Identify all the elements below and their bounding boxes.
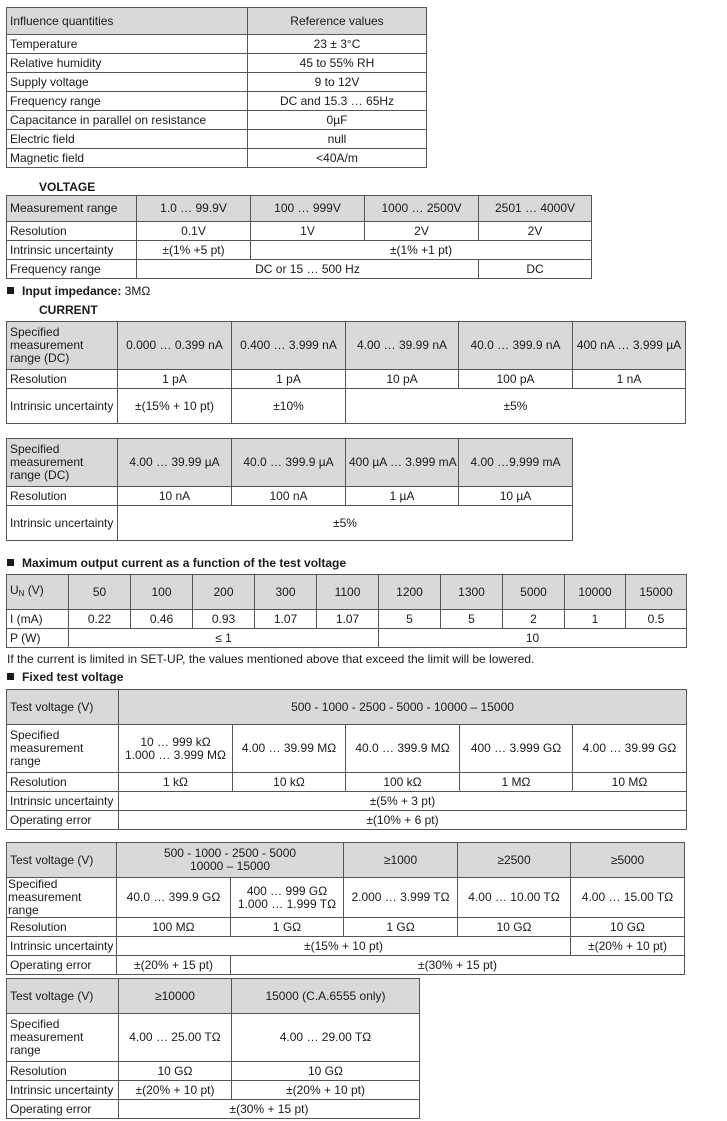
voltage-heading: VOLTAGE: [39, 180, 96, 194]
ref-quantity: Supply voltage: [7, 73, 248, 92]
test-voltage-values: ≥1000: [344, 843, 458, 878]
current-resolution: 10 µA: [459, 487, 573, 506]
current-resolution: 100 pA: [459, 370, 573, 389]
test-voltage-values: 500 - 1000 - 2500 - 5000 10000 – 15000: [117, 843, 344, 878]
resolution: 100 MΩ: [117, 918, 231, 937]
test-voltage: 1200: [379, 575, 441, 610]
intrinsic-uncertainty: ±(20% + 10 pt): [571, 937, 685, 956]
test-voltage-values: 500 - 1000 - 2500 - 5000 - 10000 – 15000: [119, 690, 687, 725]
current-uncertainty: ±(15% + 10 pt): [118, 389, 232, 424]
current-range: 0.000 … 0.399 nA: [118, 322, 232, 370]
resolution: 10 kΩ: [233, 773, 346, 792]
intrinsic-uncertainty: ±(5% + 3 pt): [119, 792, 687, 811]
measurement-range: 4.00 … 39.99 GΩ: [573, 725, 687, 773]
current-range: 40.0 … 399.9 nA: [459, 322, 573, 370]
ref-quantity: Electric field: [7, 130, 248, 149]
current-range-label: Specified measurement range (DC): [7, 322, 118, 370]
operating-error-label: Operating error: [7, 956, 117, 975]
output-current: 0.5: [626, 610, 687, 629]
test-voltage: 50: [69, 575, 131, 610]
output-power: ≤ 1: [69, 629, 379, 648]
measurement-range: 4.00 … 29.00 TΩ: [232, 1014, 420, 1062]
resolution: 10 MΩ: [573, 773, 687, 792]
test-voltage: 200: [193, 575, 255, 610]
ref-quantity: Capacitance in parallel on resistance: [7, 111, 248, 130]
output-current: 1.07: [255, 610, 317, 629]
bullet-square-icon: [7, 287, 14, 294]
test-voltage-label: Test voltage (V): [7, 979, 119, 1014]
test-voltage-label: Test voltage (V): [7, 843, 117, 878]
ref-value: 0µF: [248, 111, 427, 130]
ref-value: DC and 15.3 … 65Hz: [248, 92, 427, 111]
current-limit-note: If the current is limited in SET-UP, the values mentioned above that exceed the limit will be lowered.: [7, 652, 535, 666]
current-resolution: 100 nA: [232, 487, 346, 506]
resolution: 10 GΩ: [232, 1062, 420, 1081]
current-resolution-label: Resolution: [7, 370, 118, 389]
output-current: 1.07: [317, 610, 379, 629]
resolution: 1 MΩ: [460, 773, 573, 792]
current-resolution: 10 pA: [346, 370, 459, 389]
intrinsic-uncertainty: ±(20% + 10 pt): [119, 1081, 232, 1100]
measurement-range: 40.0 … 399.9 MΩ: [346, 725, 460, 773]
current-uncertainty: ±10%: [232, 389, 346, 424]
voltage-resolution: 0.1V: [137, 222, 251, 241]
ref-quantity: Magnetic field: [7, 149, 248, 168]
current-resolution: 1 µA: [346, 487, 459, 506]
max-output-table: [6, 574, 687, 648]
resolution: 1 GΩ: [344, 918, 458, 937]
output-current: 1: [565, 610, 626, 629]
voltage-resolution: 2V: [479, 222, 592, 241]
measurement-range: 10 … 999 kΩ 1.000 … 3.999 MΩ: [119, 725, 233, 773]
header-reference-values: Reference values: [248, 8, 427, 35]
current-resolution-label: Resolution: [7, 487, 118, 506]
current-resolution: 1 pA: [118, 370, 232, 389]
current-uncertainty: ±5%: [346, 389, 686, 424]
voltage-uncertainty: ±(1% +5 pt): [137, 241, 251, 260]
output-power: 10: [379, 629, 687, 648]
ref-quantity: Temperature: [7, 35, 248, 54]
resolution-label: Resolution: [7, 1062, 119, 1081]
output-current: 0.93: [193, 610, 255, 629]
current-uncertainty: ±5%: [118, 506, 573, 541]
current-uncertainty-label: Intrinsic uncertainty: [7, 389, 118, 424]
operating-error: ±(30% + 15 pt): [119, 1100, 420, 1119]
voltage-uncertainty-label: Intrinsic uncertainty: [7, 241, 137, 260]
current-range: 4.00 … 39.99 µA: [118, 439, 232, 487]
current-range: 400 nA … 3.999 µA: [573, 322, 686, 370]
resolution: 1 GΩ: [231, 918, 344, 937]
test-voltage: 300: [255, 575, 317, 610]
fixed-voltage-table-2: [6, 842, 685, 975]
current-table-2: [6, 438, 573, 541]
current-range: 4.00 … 39.99 nA: [346, 322, 459, 370]
measurement-range: 4.00 … 10.00 TΩ: [458, 878, 571, 918]
input-impedance: Input impedance: 3MΩ: [7, 284, 150, 298]
voltage-table: [6, 195, 592, 279]
current-table-1: [6, 321, 686, 424]
voltage-uncertainty: ±(1% +1 pt): [251, 241, 592, 260]
ref-value: null: [248, 130, 427, 149]
current-range: 4.00 …9.999 mA: [459, 439, 573, 487]
bullet-square-icon: [7, 559, 14, 566]
voltage-range: 1.0 … 99.9V: [137, 196, 251, 222]
voltage-frequency: DC: [479, 260, 592, 279]
ref-value: <40A/m: [248, 149, 427, 168]
current-range: 0.400 … 3.999 nA: [232, 322, 346, 370]
test-voltage-values: 15000 (C.A.6555 only): [232, 979, 420, 1014]
operating-error-label: Operating error: [7, 1100, 119, 1119]
resolution-label: Resolution: [7, 918, 117, 937]
uncertainty-label: Intrinsic uncertainty: [7, 792, 119, 811]
output-current: 0.46: [131, 610, 193, 629]
bullet-square-icon: [7, 673, 14, 680]
voltage-resolution: 2V: [365, 222, 479, 241]
max-output-heading: Maximum output current as a function of the test voltage: [7, 556, 346, 570]
resolution: 10 GΩ: [458, 918, 571, 937]
measurement-range: 4.00 … 39.99 MΩ: [233, 725, 346, 773]
ref-value: 9 to 12V: [248, 73, 427, 92]
fixed-voltage-table-1: [6, 689, 687, 830]
current-range: 400 µA … 3.999 mA: [346, 439, 459, 487]
resolution: 100 kΩ: [346, 773, 460, 792]
measurement-range: 40.0 … 399.9 GΩ: [117, 878, 231, 918]
test-voltage: 1300: [441, 575, 503, 610]
p-label: P (W): [7, 629, 69, 648]
current-uncertainty-label: Intrinsic uncertainty: [7, 506, 118, 541]
range-label: Specified measurement range: [7, 1014, 119, 1062]
measurement-range: 4.00 … 25.00 TΩ: [119, 1014, 232, 1062]
output-current: 5: [441, 610, 503, 629]
uncertainty-label: Intrinsic uncertainty: [7, 937, 117, 956]
output-current: 2: [503, 610, 565, 629]
header-influence-quantities: Influence quantities: [7, 8, 248, 35]
voltage-resolution-label: Resolution: [7, 222, 137, 241]
test-voltage-values: ≥5000: [571, 843, 685, 878]
measurement-range: 400 … 3.999 GΩ: [460, 725, 573, 773]
intrinsic-uncertainty: ±(15% + 10 pt): [117, 937, 571, 956]
reference-conditions-table: [6, 7, 427, 168]
ref-quantity: Relative humidity: [7, 54, 248, 73]
test-voltage: 1100: [317, 575, 379, 610]
test-voltage-values: ≥10000: [119, 979, 232, 1014]
current-resolution: 10 nA: [118, 487, 232, 506]
operating-error: ±(20% + 15 pt): [117, 956, 231, 975]
measurement-range: 400 … 999 GΩ 1.000 … 1.999 TΩ: [231, 878, 344, 918]
fixed-test-voltage-heading: Fixed test voltage: [7, 670, 123, 684]
operating-error: ±(10% + 6 pt): [119, 811, 687, 830]
resolution: 10 GΩ: [119, 1062, 232, 1081]
resolution: 10 GΩ: [571, 918, 685, 937]
operating-error-label: Operating error: [7, 811, 119, 830]
current-range-label: Specified measurement range (DC): [7, 439, 118, 487]
measurement-range: 2.000 … 3.999 TΩ: [344, 878, 458, 918]
resolution: 1 kΩ: [119, 773, 233, 792]
ref-value: 45 to 55% RH: [248, 54, 427, 73]
current-resolution: 1 pA: [232, 370, 346, 389]
voltage-range-label: Measurement range: [7, 196, 137, 222]
test-voltage: 10000: [565, 575, 626, 610]
current-resolution: 1 nA: [573, 370, 686, 389]
voltage-range: 100 … 999V: [251, 196, 365, 222]
measurement-range: 4.00 … 15.00 TΩ: [571, 878, 685, 918]
ref-quantity: Frequency range: [7, 92, 248, 111]
operating-error: ±(30% + 15 pt): [231, 956, 685, 975]
voltage-range: 2501 … 4000V: [479, 196, 592, 222]
test-voltage: 100: [131, 575, 193, 610]
voltage-frequency-label: Frequency range: [7, 260, 137, 279]
test-voltage: 15000: [626, 575, 687, 610]
range-label: Specified measurement range: [7, 878, 117, 918]
ref-value: 23 ± 3°C: [248, 35, 427, 54]
voltage-resolution: 1V: [251, 222, 365, 241]
output-current: 0.22: [69, 610, 131, 629]
voltage-range: 1000 … 2500V: [365, 196, 479, 222]
test-voltage: 5000: [503, 575, 565, 610]
uncertainty-label: Intrinsic uncertainty: [7, 1081, 119, 1100]
test-voltage-label: Test voltage (V): [7, 690, 119, 725]
test-voltage-values: ≥2500: [458, 843, 571, 878]
current-range: 40.0 … 399.9 µA: [232, 439, 346, 487]
fixed-voltage-table-3: [6, 978, 420, 1119]
intrinsic-uncertainty: ±(20% + 10 pt): [232, 1081, 420, 1100]
un-label: $U_N$ (V): [7, 575, 69, 610]
voltage-frequency: DC or 15 … 500 Hz: [137, 260, 479, 279]
resolution-label: Resolution: [7, 773, 119, 792]
output-current: 5: [379, 610, 441, 629]
range-label: Specified measurement range: [7, 725, 119, 773]
i-label: I (mA): [7, 610, 69, 629]
current-heading: CURRENT: [39, 303, 98, 317]
